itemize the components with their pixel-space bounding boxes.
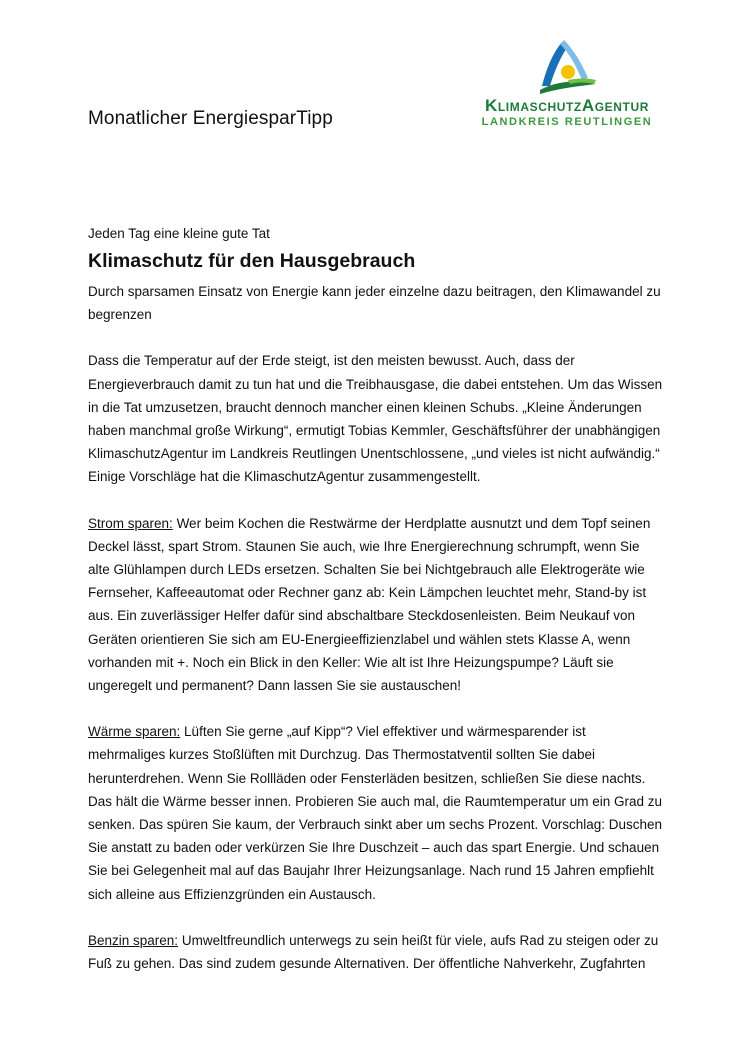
section-text: Lüften Sie gerne „auf Kipp“? Viel effektiver und wärmesparender ist mehrmaliges kurzes Stoßlüften mit Durchzug. Das Thermostatventil sollten Sie dabei herunterdrehen. Wenn Sie Rollläden oder Fensterläden besitzen, schließen Sie diese nachts. Das hält die Wärme besser innen. Probieren Sie auch mal, die Raumtemperatur um ein Grad zu senken. Das spüren Sie kaum, der Verbrauch sinkt aber um sechs Prozent. Vorschlag: Duschen Sie anstatt zu baden oder verkürzen Sie Ihre Duschzeit – auch das spart Energie. Und schauen Sie bei Gelegenheit mal auf das Baujahr Ihrer Heizungsanlage. Nach rund 15 Jahren empfiehlt sich alleine aus Effizienzgründen ein Austausch. (88, 724, 663, 902)
section-strom (88, 512, 663, 698)
article-headline: Klimaschutz für den Hausgebrauch (88, 250, 416, 272)
logo-subtitle: LANDKREIS REUTLINGEN (481, 116, 653, 128)
section-label: Wärme sparen: (88, 724, 181, 740)
section-text: Umweltfreundlich unterwegs zu sein heißt für viele, aufs Rad zu steigen oder zu Fuß zu gehen. Das sind zudem gesunde Alternativen. Der öffentliche Nahverkehr, Zugfahrten (88, 932, 659, 972)
section-label: Strom sparen: (88, 515, 173, 531)
section-text: Wer beim Kochen die Restwärme der Herdplatte ausnutzt und dem Topf seinen Deckel lässt, spart Strom. Staunen Sie auch, wie Ihre Energierechnung schrumpft, wenn Sie alte Glühlampen durch LEDs ersetzen. Schalten Sie bei Nichtgebrauch alle Elektrogeräte wie Fernseher, Kaffeeautomat oder Rechner ganz ab: Kein Lämpchen leuchtet mehr, Stand-by ist aus. Ein zuverlässiger Helfer dafür sind abschaltbare Steckdosenleisten. Beim Neukauf von Geräten orientieren Sie sich am EU-Energieeffizienzlabel und wählen stets Klasse A, wenn vorhanden mit +. Noch ein Blick in den Keller: Wie alt ist Ihre Heizungspumpe? Läuft sie ungeregelt und permanent? Dann lassen Sie sie austauschen! (88, 515, 651, 694)
page-title: Monatlicher EnergiesparTipp (88, 108, 333, 129)
logo-name: KlimaschutzAgentur (484, 96, 649, 115)
article-kicker: Jeden Tag eine kleine gute Tat (88, 226, 270, 241)
section-waerme (88, 720, 663, 906)
section-benzin (88, 929, 663, 975)
article-intro: Dass die Temperatur auf der Erde steigt, ist den meisten bewusst. Auch, dass der Energieverbrauch damit zu tun hat und die Treibhausgase, die dabei entstehen. Um das Wissen in die Tat umzusetzen, braucht dennoch mancher einen kleinen Schubs. „Kleine Änderungen haben manchmal große Wirkung“, ermutigt Tobias Kemmler, Geschäftsführer der unabhängigen KlimaschutzAgentur im Landkreis Reutlingen Unentschlossene, „und vieles ist nicht aufwändig.“ Einige Vorschläge hat die KlimaschutzAgentur zusammengestellt. (88, 353, 663, 485)
article-lead: Durch sparsamen Einsatz von Energie kann jeder einzelne dazu beitragen, den Klimawandel zu begrenzen (88, 284, 661, 323)
article (88, 224, 663, 975)
logo-emblem-icon (538, 40, 598, 96)
klimaschutzagentur-logo (470, 40, 670, 130)
section-label: Benzin sparen: (88, 932, 179, 948)
